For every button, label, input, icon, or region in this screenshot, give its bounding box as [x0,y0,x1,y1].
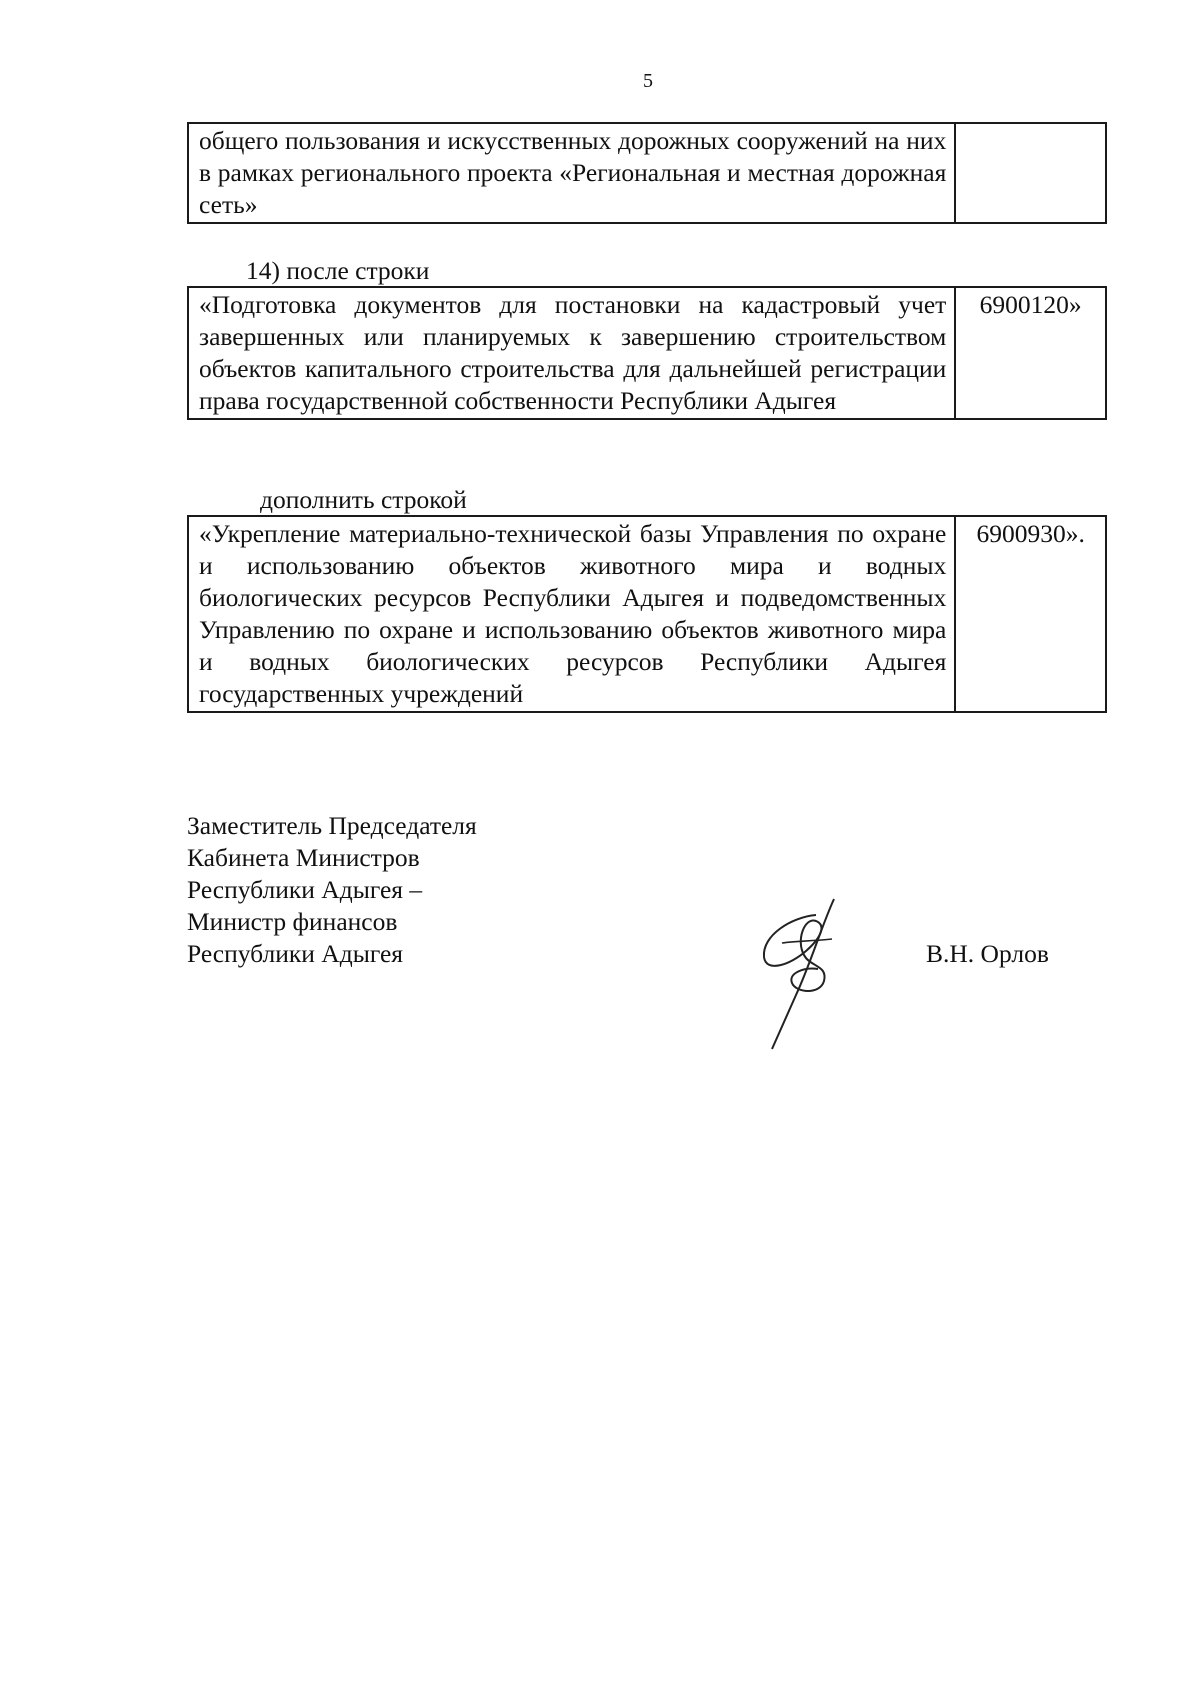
table-row [188,516,1106,712]
signature-icon [752,895,872,1055]
signatory-title-line: Министр финансов [187,907,398,936]
signatory-title-line: Заместитель Председателя [187,811,477,840]
row-description: «Подготовка документов для постановки на кадастровый учет завершенных или планируемых к завершению строительством объектов капитального строительства для дальнейшей регистрации права государственной собственности Республики Адыгея [188,287,955,419]
table-new-row [187,515,1107,713]
signatory-title-line: Кабинета Министров [187,843,420,872]
signatory-title-line: Республики Адыгея [187,939,403,968]
row-code: 6900120» [955,287,1106,419]
row-code: 6900930». [955,516,1106,712]
table-continuation [187,122,1107,224]
table-after-row [187,286,1107,420]
signatory-title-line: Республики Адыгея – [187,875,423,904]
table-row [188,123,1106,223]
row-code [955,123,1106,223]
signatory-name: В.Н. Орлов [926,939,1049,968]
item-14-intro: 14) после строки [246,256,430,285]
row-description: «Укрепление материально-технической базы Управления по охране и использованию объектов животного мира и водных биологических ресурсов Республики Адыгея и подведомственных Управлению по охране и использованию объектов животного мира и водных биологических ресурсов Республики Адыгея государственных учреждений [188,516,955,712]
page-number: 5 [643,70,653,92]
table-row [188,287,1106,419]
row-description: общего пользования и искусственных дорожных сооружений на них в рамках регионального проекта «Региональная и местная дорожная сеть» [188,123,955,223]
signatory-title [187,810,477,970]
supplement-intro: дополнить строкой [260,485,467,514]
